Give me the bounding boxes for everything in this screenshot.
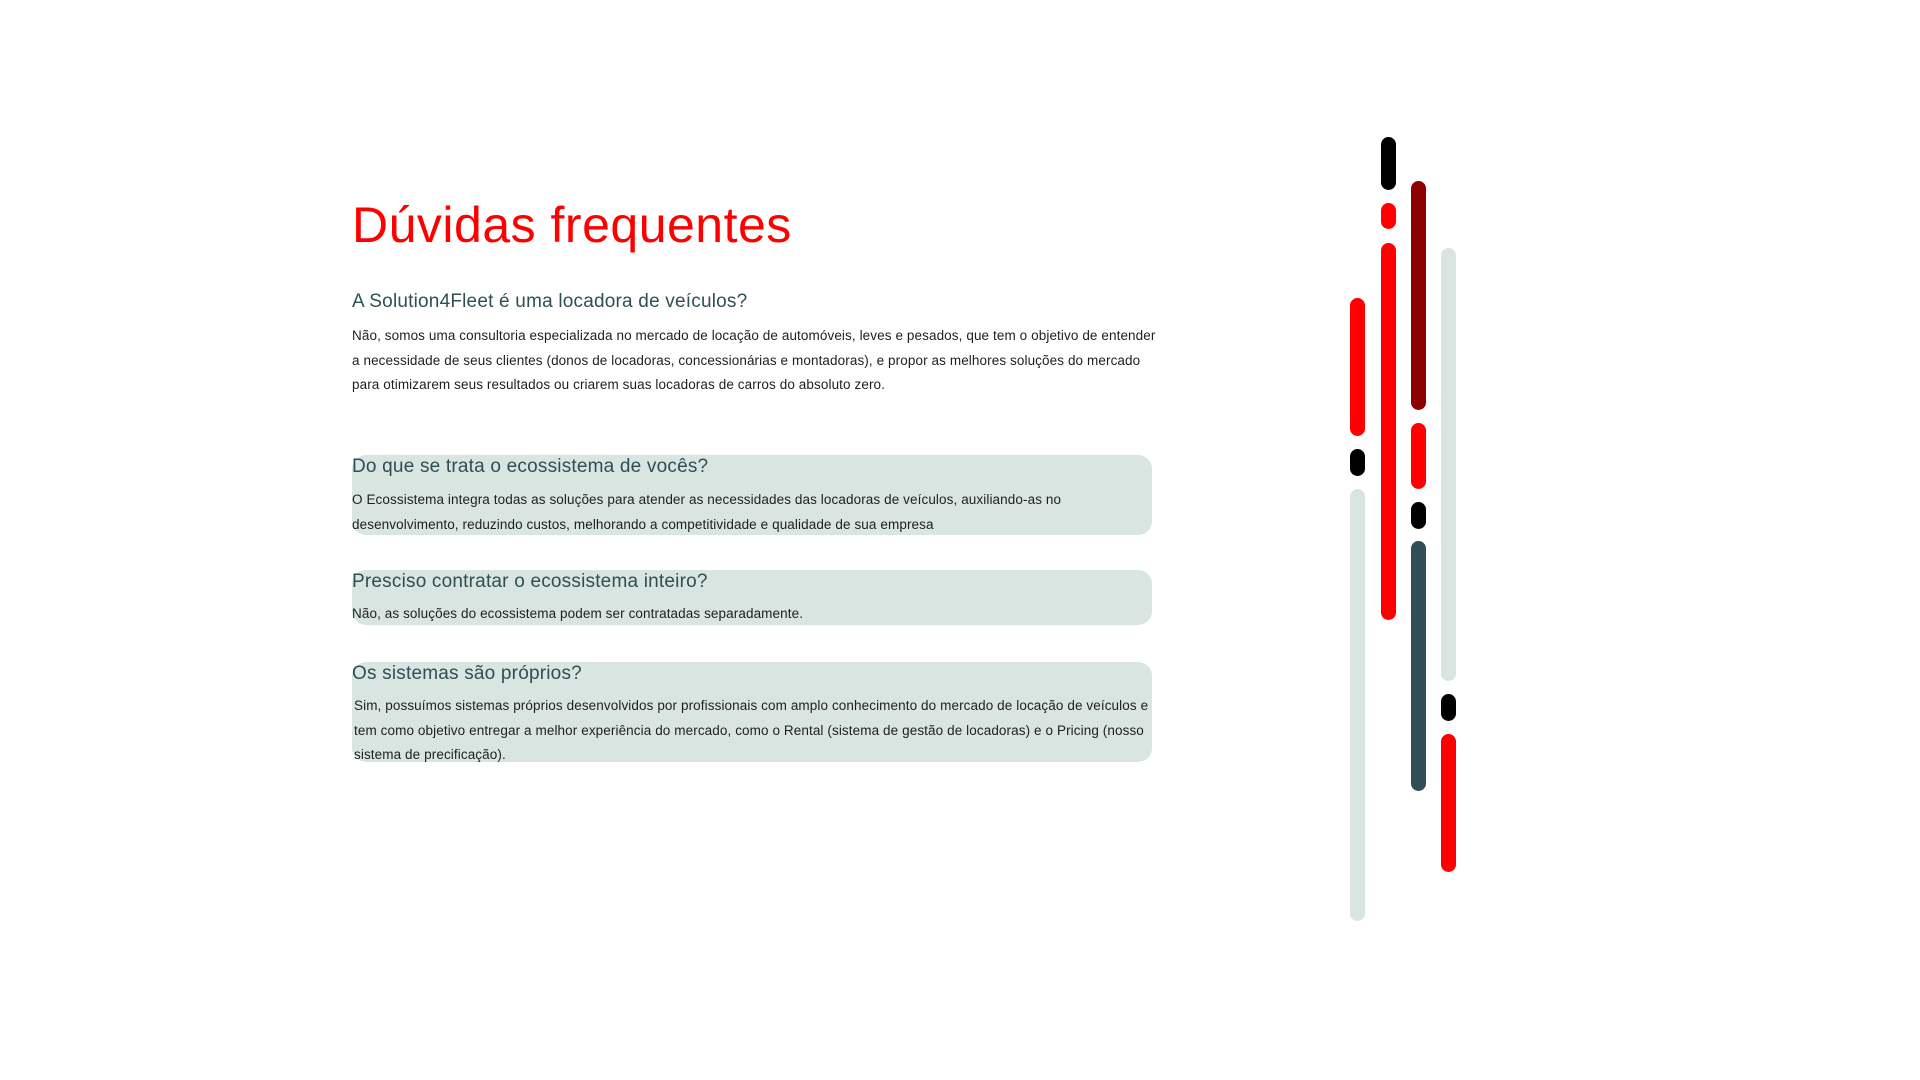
faq-item xyxy=(352,290,1156,398)
decorative-stripe xyxy=(1381,203,1396,229)
decorative-stripe xyxy=(1350,489,1365,921)
decorative-stripe xyxy=(1411,181,1426,410)
faq-answer: Não, as soluções do ecossistema podem ser contratadas separadamente. xyxy=(352,606,804,621)
faq-question: A Solution4Fleet é uma locadora de veículos? xyxy=(352,291,748,312)
faq-answer: O Ecossistema integra todas as soluções para atender as necessidades das locadoras de veículos, auxiliando-as no desenvolvimento, reduzindo custos, melhorando a competitividade e qualidade de sua empresa xyxy=(352,492,1062,532)
decorative-stripe xyxy=(1381,243,1396,620)
faq-question: Os sistemas são próprios? xyxy=(352,663,582,684)
decorative-stripe xyxy=(1350,298,1365,436)
page-title: Dúvidas frequentes xyxy=(352,197,792,253)
decorative-stripe xyxy=(1411,423,1426,489)
faq-answer: Sim, possuímos sistemas próprios desenvolvidos por profissionais com amplo conhecimento do mercado de locação de veículos e tem como objetivo entregar a melhor experiência do mercado, como o Rental (sistema de gestão de locadoras) e o Pricing (nosso sistema de precificação). xyxy=(354,698,1149,762)
decorative-stripe xyxy=(1441,694,1456,721)
faq-item xyxy=(352,570,1152,625)
faq-item xyxy=(352,455,1152,535)
faq-item xyxy=(352,662,1152,762)
decorative-stripe xyxy=(1441,248,1456,681)
faq-question: Do que se trata o ecossistema de vocês? xyxy=(352,456,709,477)
decorative-stripe xyxy=(1350,449,1365,476)
decorative-stripe xyxy=(1381,137,1396,190)
decorative-stripe xyxy=(1441,734,1456,872)
decorative-stripe xyxy=(1411,541,1426,791)
decorative-stripe xyxy=(1411,502,1426,529)
faq-section xyxy=(352,190,1162,762)
faq-question: Presciso contratar o ecossistema inteiro? xyxy=(352,571,708,592)
faq-answer: Não, somos uma consultoria especializada no mercado de locação de automóveis, leves e pesados, que tem o objetivo de entender a necessidade de seus clientes (donos de locadoras, concessionárias e montadoras), e propor as melhores soluções do mercado para otimizarem seus resultados ou criarem suas locadoras de carros do absoluto zero. xyxy=(352,328,1156,392)
